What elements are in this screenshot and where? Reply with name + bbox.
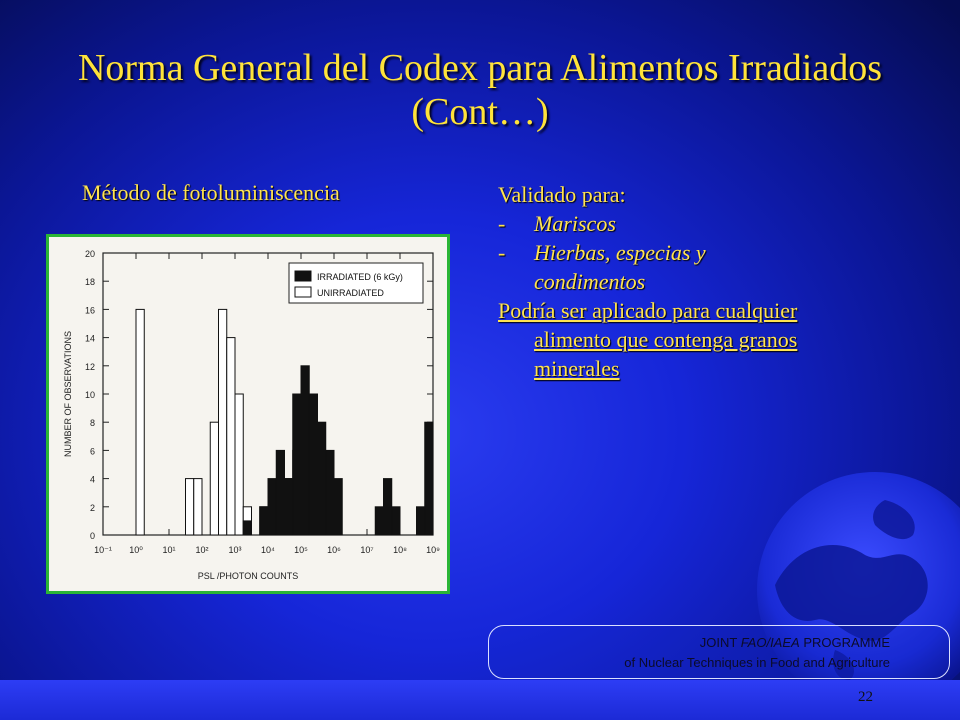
bar-unirradiated [227, 338, 235, 535]
x-axis-label: PSL /PHOTON COUNTS [197, 571, 299, 581]
slide-title-line2: (Cont…) [411, 91, 549, 133]
note-line1 [498, 296, 878, 325]
bar-irradiated [318, 422, 326, 535]
bar-irradiated [243, 521, 251, 535]
x-tick-label: 10⁰ [129, 545, 143, 555]
bar-irradiated [375, 507, 383, 535]
slide-title-line1: Norma General del Codex para Alimentos Irradiados [77, 47, 883, 89]
note-line2 [498, 325, 878, 354]
x-tick-label: 10⁷ [360, 545, 374, 555]
footer-line1 [700, 635, 890, 650]
bar-irradiated [326, 450, 334, 535]
y-tick-label: 10 [84, 390, 95, 400]
footer-box [488, 625, 950, 679]
bottom-band [0, 680, 960, 720]
bullet-item-2-text-line1: Hierbas, especias y [534, 240, 706, 265]
bullet-dash: - [498, 240, 506, 265]
note-line3 [498, 354, 878, 383]
legend-swatch-irradiated [295, 271, 311, 281]
bullet-item-1-text: Mariscos [534, 211, 616, 236]
y-tick-label: 2 [89, 502, 95, 513]
left-heading: Método de fotoluminiscencia [82, 180, 340, 205]
bar-irradiated [425, 422, 433, 535]
y-tick-label: 0 [89, 531, 95, 541]
note-text-line3: minerales [534, 356, 620, 381]
x-tick-label: 10⁹ [426, 545, 440, 555]
y-tick-label: 16 [84, 305, 95, 316]
bar-unirradiated [235, 394, 243, 535]
bar-unirradiated [194, 479, 202, 535]
bar-unirradiated [186, 479, 194, 535]
y-tick-label: 12 [84, 361, 95, 372]
x-tick-label: 10⁵ [294, 545, 308, 555]
bar-irradiated [334, 479, 342, 535]
bar-irradiated [384, 479, 392, 535]
bar-unirradiated [210, 422, 218, 535]
y-tick-label: 4 [89, 474, 95, 485]
right-column [498, 180, 878, 383]
bar-irradiated [392, 507, 400, 535]
histogram-figure [46, 234, 450, 594]
bar-irradiated [309, 394, 317, 535]
bullet-item-2 [498, 238, 878, 267]
bar-irradiated [285, 479, 293, 535]
y-tick-label: 18 [84, 277, 95, 288]
bar-irradiated [260, 507, 268, 535]
legend-label-irradiated: IRRADIATED (6 kGy) [317, 272, 403, 282]
x-tick-label: 10¹ [162, 545, 176, 555]
x-tick-label: 10⁸ [393, 545, 407, 555]
y-tick-label: 6 [89, 446, 95, 457]
x-tick-label: 10² [195, 545, 209, 555]
footer-joint: JOINT [699, 635, 741, 650]
x-tick-label: 10⁶ [327, 545, 341, 555]
legend-swatch-unirradiated [295, 287, 311, 297]
slide-title [60, 46, 900, 134]
bullet-item-2-text-line2: condimentos [534, 269, 646, 294]
legend-label-unirradiated: UNIRRADIATED [317, 288, 384, 298]
x-tick-label: 10⁻¹ [94, 545, 112, 555]
bar-irradiated [276, 450, 284, 535]
bullet-item-1 [498, 209, 878, 238]
validated-label: Validado para: [498, 182, 626, 207]
x-tick-label: 10³ [228, 545, 242, 555]
bar-unirradiated [219, 309, 227, 535]
y-tick-label: 20 [84, 249, 95, 259]
note-text-line1: Podría ser aplicado para cualquier [498, 298, 798, 323]
y-tick-label: 14 [84, 333, 95, 344]
y-axis-label: NUMBER OF OBSERVATIONS [63, 330, 73, 458]
page-number: 22 [858, 689, 873, 705]
histogram-chart [49, 237, 447, 591]
y-tick-label: 8 [89, 418, 95, 429]
bullet-dash: - [498, 211, 506, 236]
footer-org: FAO/IAEA [740, 635, 800, 650]
footer-programme: PROGRAMME [799, 635, 890, 650]
footer-line2: of Nuclear Techniques in Food and Agriculture [624, 655, 890, 670]
x-tick-label: 10⁴ [261, 545, 275, 555]
bar-unirradiated [136, 309, 144, 535]
bar-irradiated [293, 394, 301, 535]
bar-irradiated [268, 479, 276, 535]
bar-irradiated [417, 507, 425, 535]
note-text-line2: alimento que contenga granos [534, 327, 798, 352]
bar-irradiated [301, 366, 309, 535]
